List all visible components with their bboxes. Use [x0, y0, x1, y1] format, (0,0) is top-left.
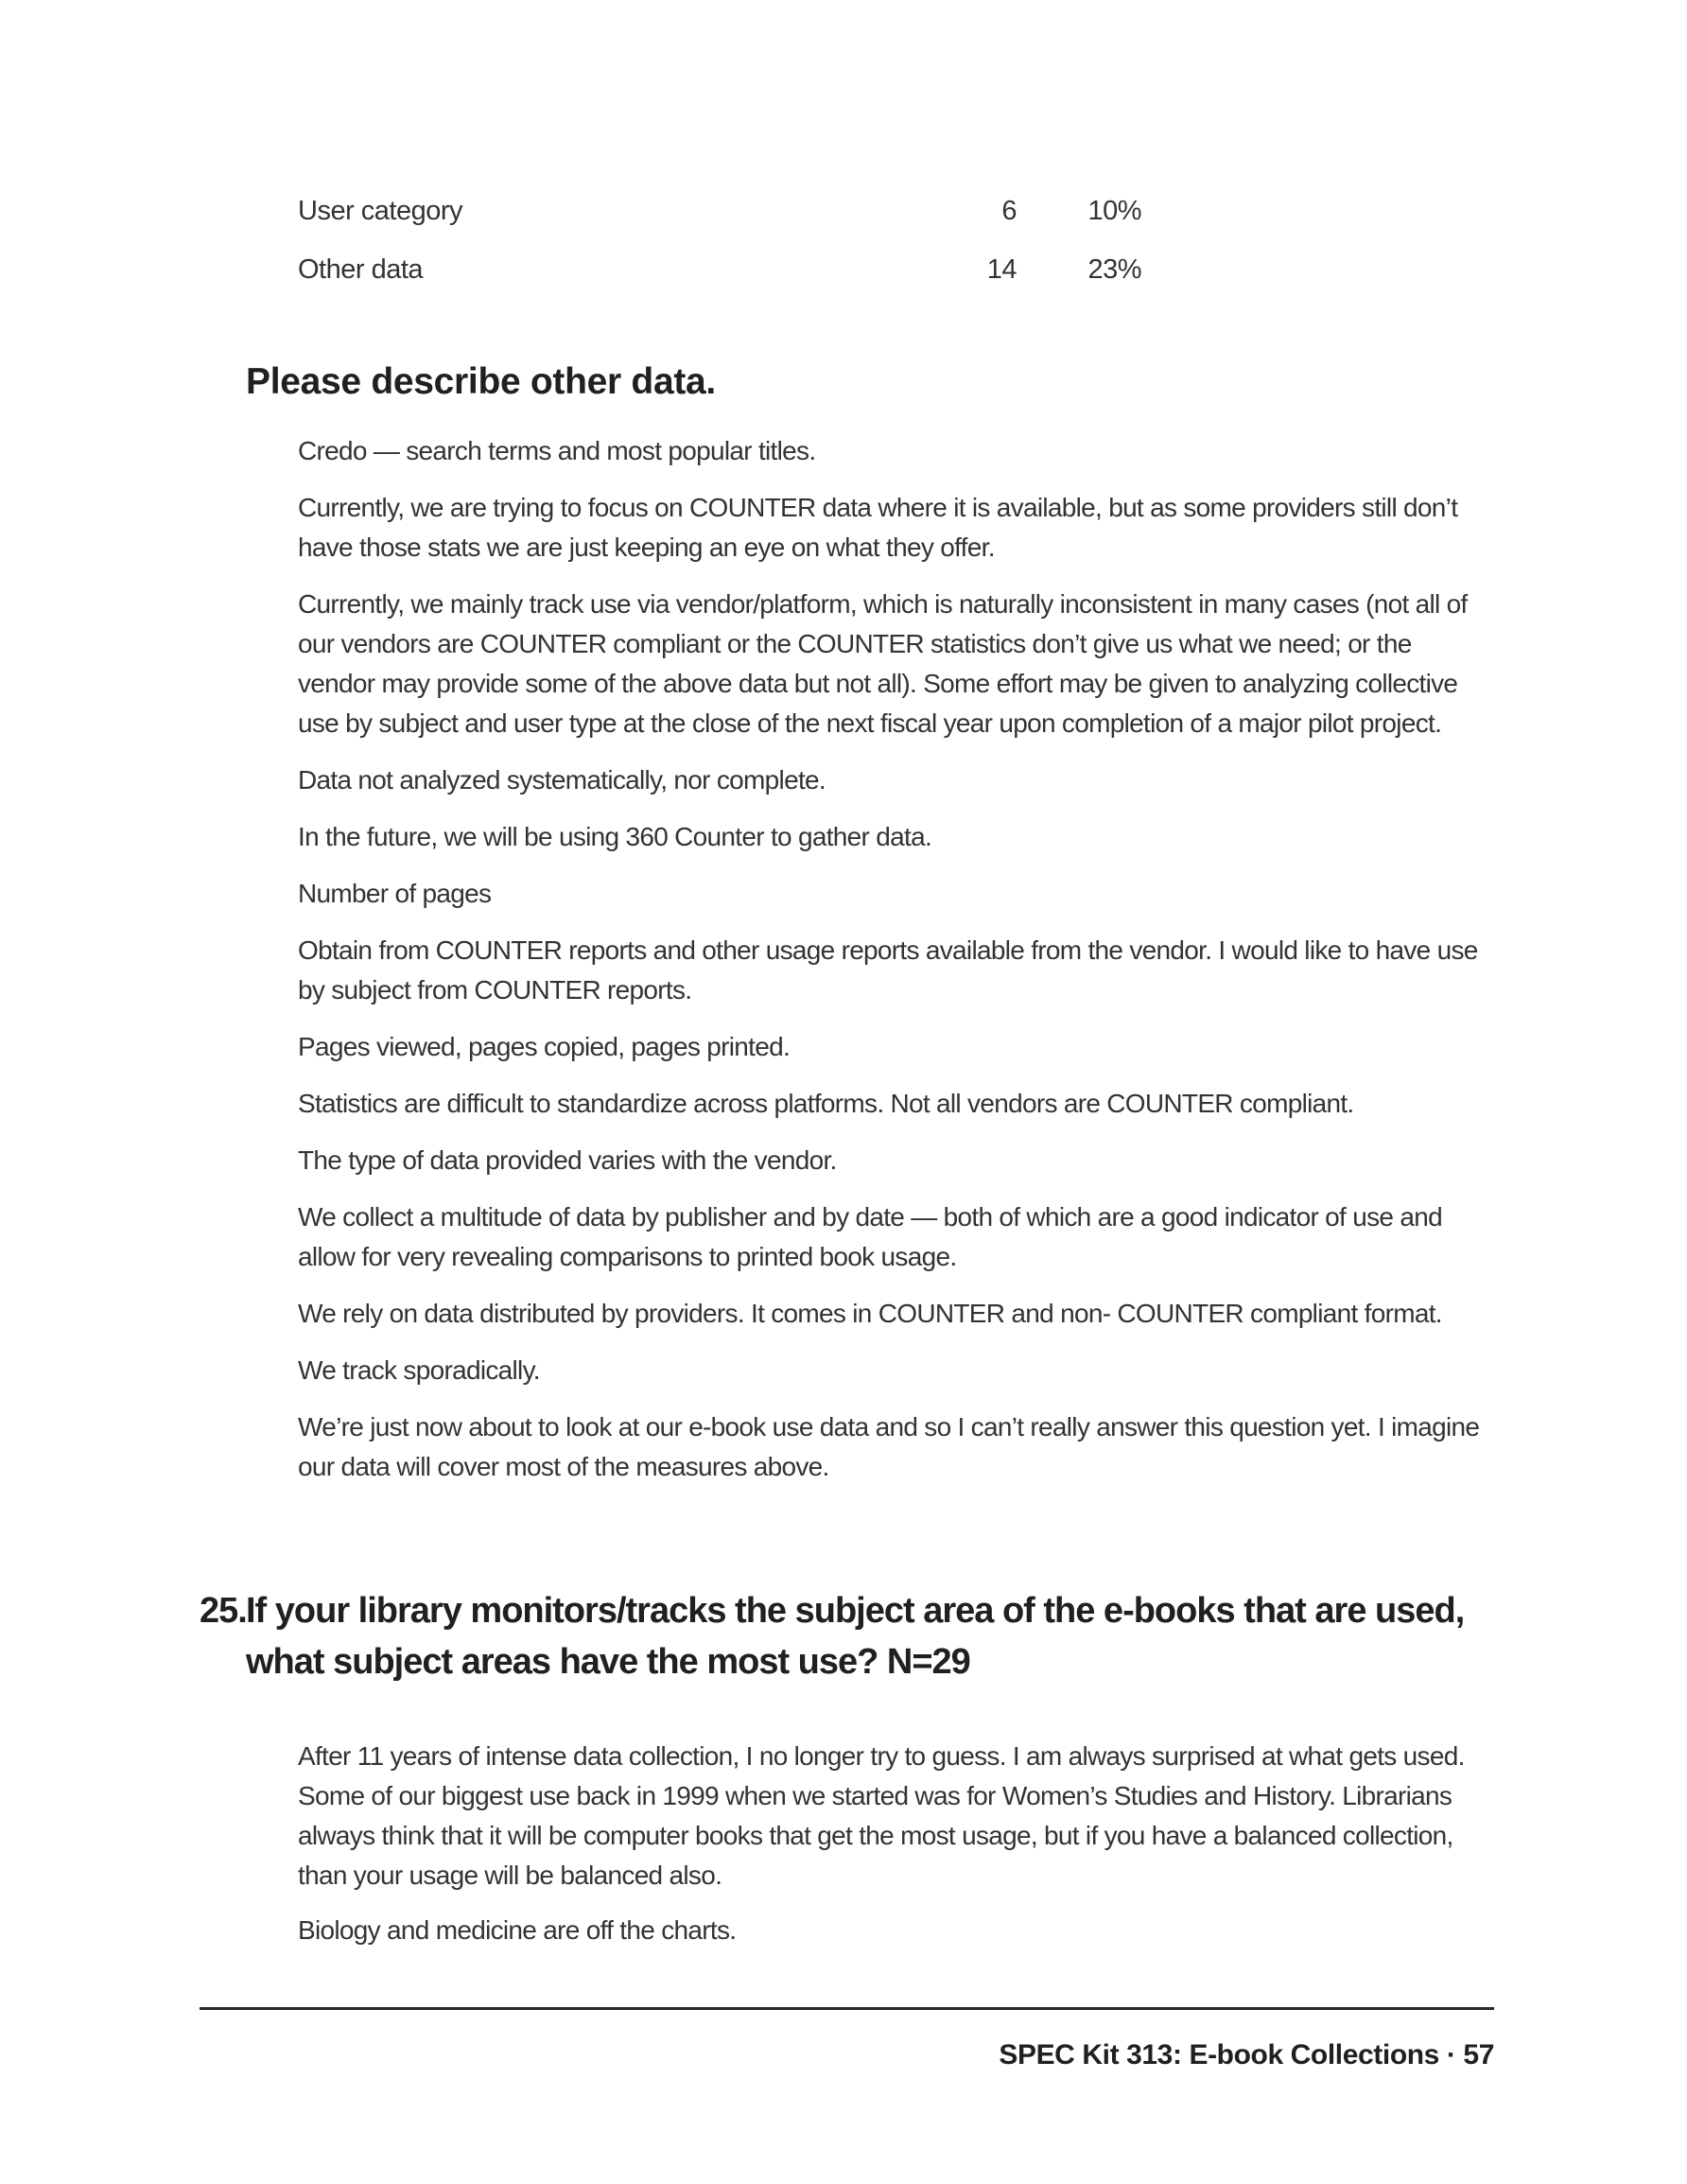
table-row [298, 191, 1141, 231]
response-paragraph: The type of data provided varies with the vendor. [298, 1145, 837, 1175]
response-paragraph: We track sporadically. [298, 1355, 540, 1385]
question-heading [200, 1585, 1494, 1687]
response-paragraph: Currently, we mainly track use via vendor/platform, which is naturally inconsistent in many cases (not all of our vendors are COUNTER compliant or the COUNTER statistics don’t give us what we need; or the vendor may provide some of the above data but not all). Some effort may be given to analyzing collective use by subject and user type at the close of the next fiscal year upon completion of a major pilot project. [298, 589, 1468, 738]
table-row-label: Other data [298, 254, 424, 285]
table-row-count: 14 [986, 254, 1017, 285]
response-paragraph: Statistics are difficult to standardize across platforms. Not all vendors are COUNTER compliant. [298, 1089, 1354, 1118]
footer-rule [200, 2007, 1494, 2010]
table-row-label: User category [298, 196, 463, 226]
response-paragraph: We rely on data distributed by providers. It comes in COUNTER and non- COUNTER compliant format. [298, 1299, 1442, 1328]
response-paragraph: Number of pages [298, 879, 492, 908]
response-paragraph: Obtain from COUNTER reports and other usage reports available from the vendor. I would like to have use by subject from COUNTER reports. [298, 935, 1478, 1005]
table-row-count: 6 [1001, 196, 1017, 226]
response-paragraph: Pages viewed, pages copied, pages printed. [298, 1032, 791, 1061]
response-paragraph: We collect a multitude of data by publisher and by date — both of which are a good indicator of use and allow for very revealing comparisons to printed book usage. [298, 1202, 1442, 1271]
footer-page-label: SPEC Kit 313: E-book Collections · 57 [999, 2039, 1494, 2070]
response-paragraph: Credo — search terms and most popular titles. [298, 436, 816, 465]
table-row-percent: 10% [1087, 196, 1141, 226]
question-text: If your library monitors/tracks the subject area of the e-books that are used, what subject areas have the most use? N=29 [246, 1591, 1465, 1682]
response-paragraph: Data not analyzed systematically, nor complete. [298, 765, 826, 795]
table-row [298, 250, 1141, 289]
response-paragraph: After 11 years of intense data collection, I no longer try to guess. I am always surprised at what gets used. Some of our biggest use back in 1999 when we started was for Women’s Studies and History. Librarians always think that it will be computer books that get the most usage, but if you have a balanced collection, than your usage will be balanced also. [298, 1741, 1465, 1890]
table-row-percent: 23% [1087, 254, 1141, 285]
responses-list [298, 431, 1494, 1487]
response-paragraph: In the future, we will be using 360 Counter to gather data. [298, 822, 932, 851]
response-paragraph: Currently, we are trying to focus on COUNTER data where it is available, but as some providers still don’t have those stats we are just keeping an eye on what they offer. [298, 493, 1458, 562]
question-number: 25. [200, 1591, 247, 1631]
response-paragraph: We’re just now about to look at our e-book use data and so I can’t really answer this question yet. I imagine our data will cover most of the measures above. [298, 1412, 1480, 1481]
question-responses-list [298, 1737, 1494, 1950]
section-heading: Please describe other data. [246, 361, 716, 402]
survey-table [298, 191, 1141, 289]
response-paragraph: Biology and medicine are off the charts. [298, 1915, 737, 1945]
